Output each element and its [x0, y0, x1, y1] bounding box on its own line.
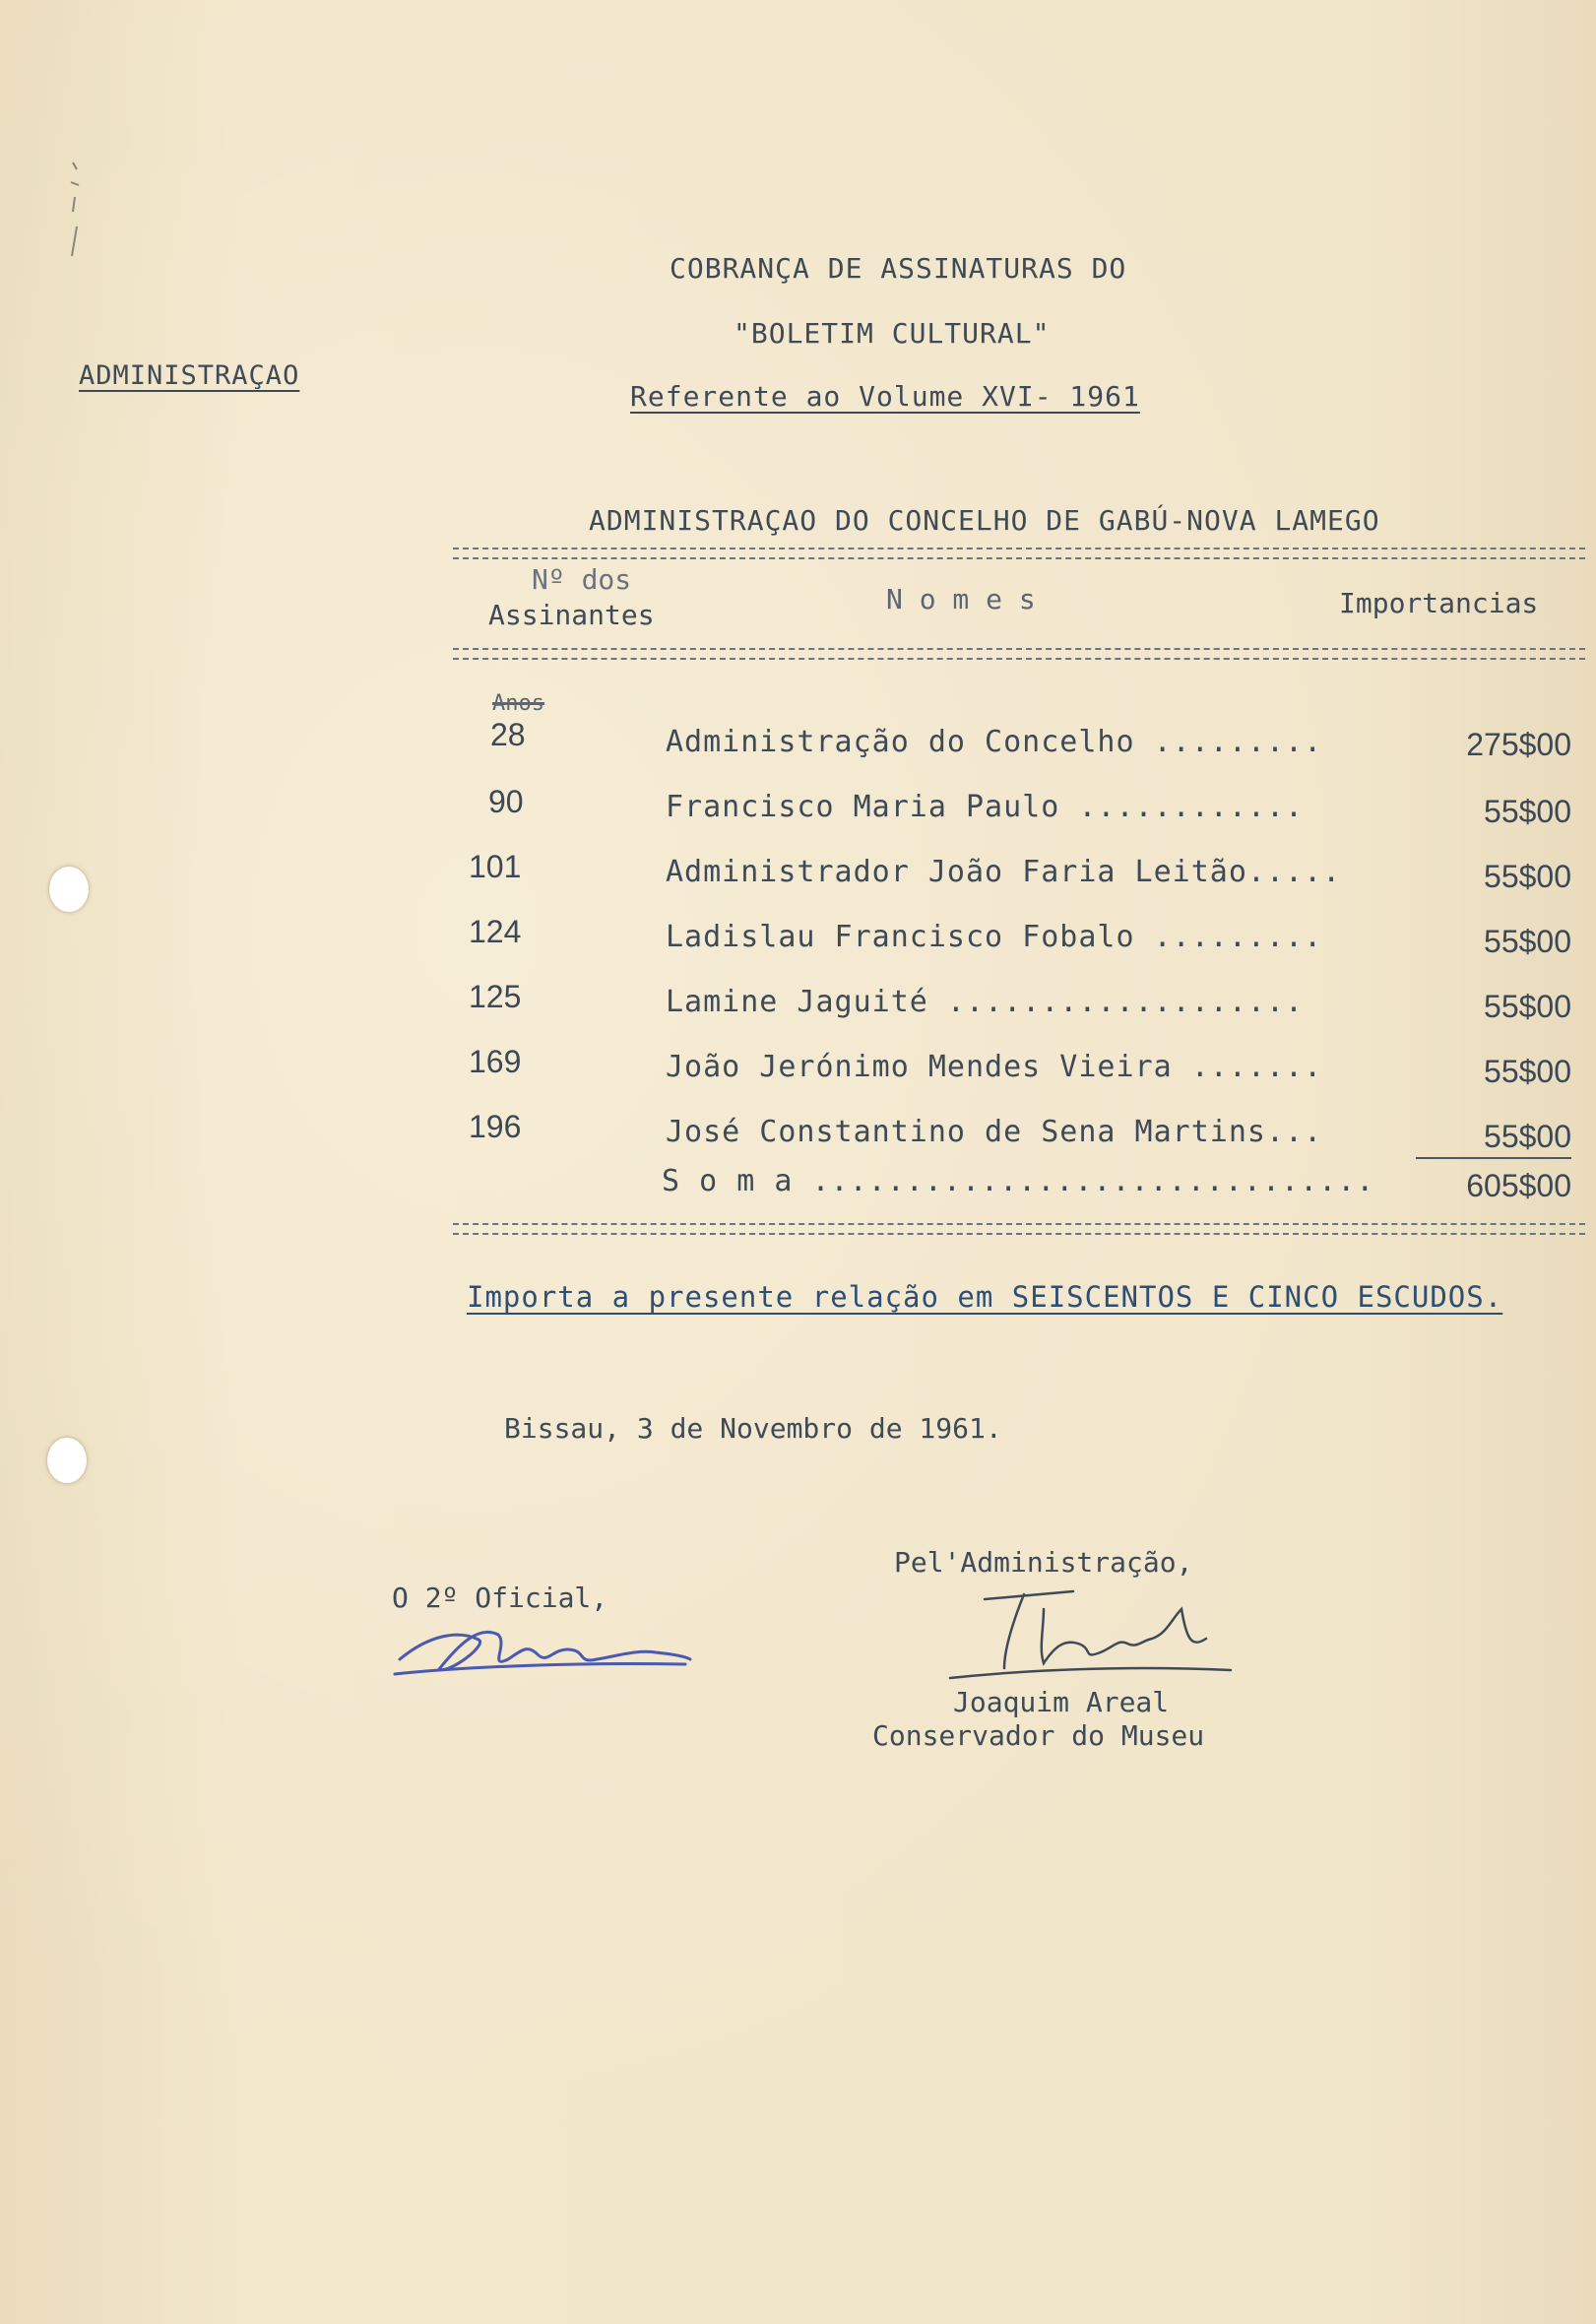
- row-name: Administrador João Faria Leitão.....: [666, 855, 1342, 889]
- title-line-1: COBRANÇA DE ASSINATURAS DO: [670, 252, 1127, 285]
- row-amount: 55$00: [1484, 1119, 1571, 1154]
- rule-top: [453, 548, 1585, 559]
- row-name: Lamine Jaguité ...................: [666, 985, 1305, 1019]
- right-signature-title: Pel'Administração,: [894, 1546, 1193, 1579]
- punch-hole-top: [49, 867, 89, 912]
- title-line-3: Referente ao Volume XVI- 1961: [630, 380, 1140, 413]
- header-number-1: Nº dos: [532, 563, 632, 596]
- rule-bottom: [453, 1223, 1585, 1235]
- row-amount: 55$00: [1484, 794, 1571, 829]
- total-amount: 605$00: [1466, 1168, 1571, 1203]
- header-amounts: Importancias: [1339, 587, 1539, 619]
- row-amount: 275$00: [1466, 727, 1571, 762]
- row-amount: 55$00: [1484, 924, 1571, 959]
- place-date: Bissau, 3 de Novembro de 1961.: [504, 1412, 1002, 1445]
- row-num: 125: [469, 979, 522, 1014]
- row-name: José Constantino de Sena Martins...: [666, 1115, 1323, 1149]
- row-num: 169: [469, 1044, 522, 1079]
- row-name: Administração do Concelho .........: [666, 725, 1323, 759]
- pencil-mark: [63, 158, 93, 266]
- row-amount: 55$00: [1484, 989, 1571, 1024]
- row-num: 196: [469, 1109, 522, 1144]
- right-signature-name: Joaquim Areal: [953, 1686, 1170, 1718]
- row-num: 90: [488, 784, 524, 819]
- subheading: ADMINISTRAÇAO DO CONCELHO DE GABÚ-NOVA LAMEGO: [589, 504, 1380, 537]
- row-num: 124: [469, 914, 522, 949]
- total-label: S o m a ..............................: [662, 1164, 1375, 1198]
- row-amount: 55$00: [1484, 859, 1571, 894]
- side-label: ADMINISTRAÇAO: [79, 360, 300, 391]
- title-line-2: "BOLETIM CULTURAL": [734, 317, 1051, 350]
- header-names: N o m e s: [886, 583, 1036, 615]
- row-num: 28: [490, 717, 526, 752]
- left-signature: [390, 1615, 695, 1694]
- punch-hole-bottom: [47, 1438, 87, 1483]
- row-num: 101: [469, 849, 522, 884]
- row-name: Francisco Maria Paulo ............: [666, 790, 1305, 824]
- header-number-2: Assinantes: [488, 599, 655, 631]
- right-signature-role: Conservador do Museu: [872, 1719, 1205, 1752]
- right-signature: [945, 1580, 1241, 1688]
- row-name: João Jerónimo Mendes Vieira .......: [666, 1050, 1323, 1084]
- summary-line: Importa a presente relação em SEISCENTOS E CINCO ESCUDOS.: [467, 1280, 1503, 1314]
- row-amount: 55$00: [1484, 1054, 1571, 1089]
- left-signature-title: O 2º Oficial,: [392, 1582, 608, 1614]
- total-underline: [1416, 1157, 1571, 1159]
- struck-text: Anos: [492, 691, 544, 716]
- rule-header: [453, 648, 1585, 660]
- row-name: Ladislau Francisco Fobalo .........: [666, 920, 1323, 954]
